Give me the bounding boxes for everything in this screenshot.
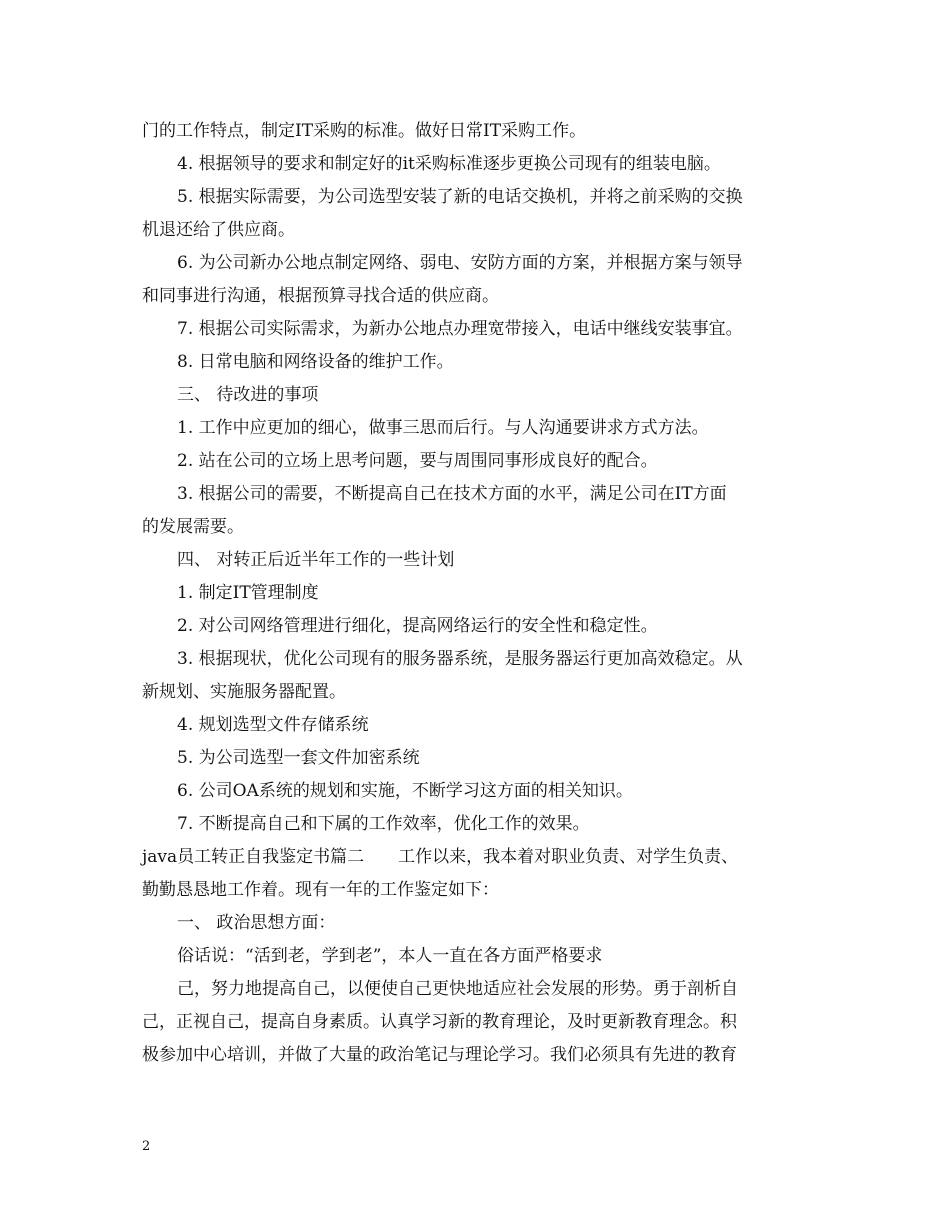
page-number: 2 [142, 1139, 151, 1154]
text-line: 四、 对转正后近半年工作的一些计划 [177, 550, 455, 570]
text-line: 1. 制定IT管理制度 [177, 583, 319, 603]
text-line: 6. 为公司新办公地点制定网络、弱电、安防方面的方案，并根据方案与领导 [177, 253, 743, 273]
text-line: java员工转正自我鉴定书篇二 工作以来，我本着对职业负责、对学生负责、 [142, 847, 739, 867]
text-line: 己，正视自己，提高自身素质。认真学习新的教育理论，及时更新教育理念。积 [142, 1012, 737, 1032]
text-line: 3. 根据现状，优化公司现有的服务器系统，是服务器运行更加高效稳定。从 [177, 649, 743, 669]
text-line: 和同事进行沟通，根据预算寻找合适的供应商。 [142, 286, 499, 306]
text-line: 勤勤恳恳地工作着。现有一年的工作鉴定如下： [142, 880, 499, 900]
text-line: 极参加中心培训，并做了大量的政治笔记与理论学习。我们必须具有先进的教育 [142, 1045, 737, 1065]
text-line: 6. 公司OA系统的规划和实施，不断学习这方面的相关知识。 [177, 781, 633, 801]
text-line: 1. 工作中应更加的细心，做事三思而后行。与人沟通要讲求方式方法。 [177, 418, 709, 438]
text-line: 5. 为公司选型一套文件加密系统 [177, 748, 420, 768]
text-line: 7. 根据公司实际需求，为新办公地点办理宽带接入，电话中继线安装事宜。 [177, 319, 743, 339]
text-line: 5. 根据实际需要，为公司选型安装了新的电话交换机，并将之前采购的交换 [177, 187, 743, 207]
text-line: 2. 对公司网络管理进行细化，提高网络运行的安全性和稳定性。 [177, 616, 658, 636]
text-line: 3. 根据公司的需要，不断提高自己在技术方面的水平，满足公司在IT方面 [177, 484, 727, 504]
text-line: 8. 日常电脑和网络设备的维护工作。 [177, 352, 454, 372]
text-line: 新规划、实施服务器配置。 [142, 682, 346, 702]
text-line: 俗话说：“活到老，学到老”，本人一直在各方面严格要求 [177, 946, 603, 966]
text-line: 门的工作特点，制定IT采购的标准。做好日常IT采购工作。 [142, 121, 587, 141]
document-body [142, 115, 810, 1072]
text-line: 一、 政治思想方面： [177, 913, 336, 933]
text-line: 己，努力地提高自己，以便使自己更快地适应社会发展的形势。勇于剖析自 [177, 979, 738, 999]
text-line: 三、 待改进的事项 [177, 385, 319, 405]
text-line: 2. 站在公司的立场上思考问题，要与周围同事形成良好的配合。 [177, 451, 658, 471]
text-line: 的发展需要。 [142, 517, 244, 537]
text-line: 机退还给了供应商。 [142, 220, 295, 240]
text-line: 4. 规划选型文件存储系统 [177, 715, 369, 735]
text-line: 7. 不断提高自己和下属的工作效率，优化工作的效果。 [177, 814, 590, 834]
text-line: 4. 根据领导的要求和制定好的it采购标准逐步更换公司现有的组装电脑。 [177, 154, 721, 174]
